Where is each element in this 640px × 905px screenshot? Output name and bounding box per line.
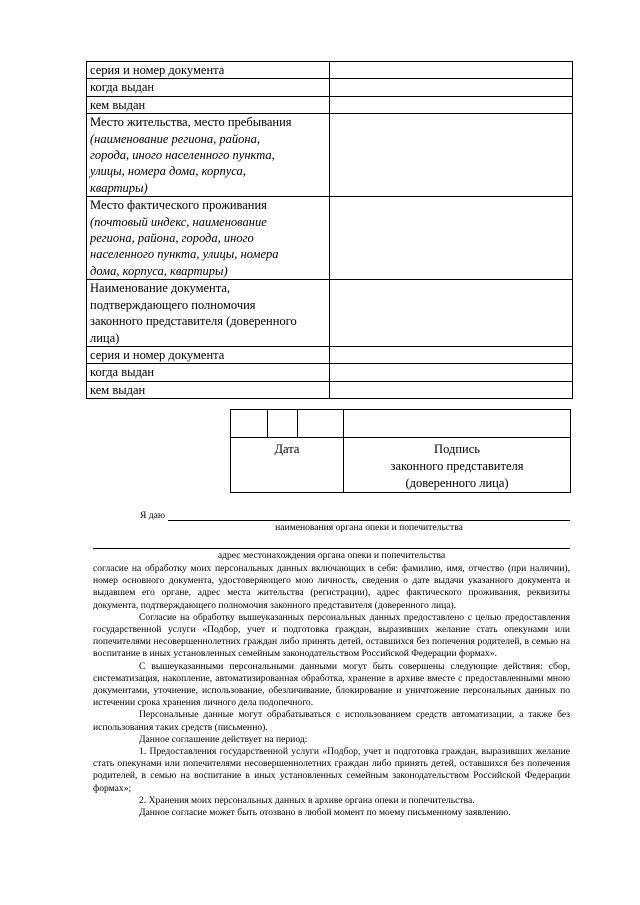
row-value-field[interactable] bbox=[330, 346, 573, 363]
organ-address-input[interactable] bbox=[93, 548, 570, 549]
table-row bbox=[87, 381, 573, 398]
organ-address-caption: адрес местонахождения органа опеки и попечительства bbox=[217, 550, 446, 561]
signature-caption-line: Подпись bbox=[434, 442, 480, 456]
row-hint: квартиры) bbox=[90, 180, 148, 195]
table-row bbox=[87, 62, 573, 79]
row-label: Место жительства, место пребывания bbox=[90, 115, 292, 130]
signature-caption-line: законного представителя bbox=[390, 459, 524, 473]
row-hint: (почтовый индекс, наименование bbox=[90, 214, 267, 229]
date-year-field[interactable] bbox=[298, 410, 344, 438]
table-row bbox=[87, 197, 573, 280]
representative-document-table bbox=[86, 61, 573, 399]
row-value-field[interactable] bbox=[330, 197, 573, 280]
row-label-block bbox=[87, 197, 330, 280]
organ-name-input[interactable] bbox=[168, 520, 570, 521]
row-label-block bbox=[87, 114, 330, 197]
row-label: кем выдан bbox=[87, 96, 330, 113]
consent-paragraph: С вышеуказанными персональными данными могут быть совершены следующие действия: сбор, систематизация, накопление, автоматизированная обработка, хранение в архиве вместе с предоставленными мною документами, уточнение, использование, обезличивание, блокирование и уничтожение персональных данных по истечении срока хранения личного дела подопечного. bbox=[93, 660, 570, 709]
signature-table bbox=[230, 409, 571, 493]
row-value-field[interactable] bbox=[330, 381, 573, 398]
table-row bbox=[87, 280, 573, 347]
signature-caption-line: (доверенного лица) bbox=[405, 476, 509, 490]
signature-entry-row bbox=[231, 410, 571, 438]
row-hint: улицы, номера дома, корпуса, bbox=[90, 164, 246, 179]
row-value-field[interactable] bbox=[330, 114, 573, 197]
row-value-field[interactable] bbox=[330, 62, 573, 79]
row-label: Наименование документа, bbox=[90, 281, 231, 296]
row-value-field[interactable] bbox=[330, 280, 573, 347]
row-hint: региона, района, города, иного bbox=[90, 231, 254, 246]
consent-text bbox=[93, 563, 570, 819]
table-row bbox=[87, 96, 573, 113]
row-hint: (наименование региона, района, bbox=[90, 131, 261, 146]
table-row bbox=[87, 364, 573, 381]
row-label-line: лица) bbox=[90, 330, 120, 345]
consent-paragraph: Данное согласие может быть отозвано в любой момент по моему письменному заявлению. bbox=[139, 807, 511, 819]
signature-field[interactable] bbox=[344, 410, 571, 438]
date-day-field[interactable] bbox=[231, 410, 268, 438]
row-hint: дома, корпуса, квартиры) bbox=[90, 263, 228, 278]
row-hint: города, иного населенного пункта, bbox=[90, 148, 275, 163]
signature-caption-row bbox=[231, 438, 571, 493]
table-row bbox=[87, 346, 573, 363]
row-hint: населенного пункта, улицы, номера bbox=[90, 247, 279, 262]
row-label-block bbox=[87, 280, 330, 347]
row-value-field[interactable] bbox=[330, 96, 573, 113]
consent-paragraph: согласие на обработку моих персональных данных включающих в себя: фамилию, имя, отчество (при наличии), номер основного документа, удостоверяющего мою личность, сведения о дате выдачи указанного документа и выдавшем его органе, адрес места жительства (регистрации), адрес фактического проживания, реквизиты документа, подтверждающего полномочия законного представителя (доверенного лица). bbox=[93, 563, 570, 611]
row-value-field[interactable] bbox=[330, 79, 573, 96]
row-label: когда выдан bbox=[87, 364, 330, 381]
row-label: серия и номер документа bbox=[87, 62, 330, 79]
row-label: серия и номер документа bbox=[87, 346, 330, 363]
consent-paragraph: Согласие на обработку вышеуказанных персональных данных предоставлено с целью предоставления государственной услуги «Подбор, учет и подготовка граждан, выразивших желание стать опекунами или попечителями несовершеннолетних граждан либо принять детей, оставшихся без попечения родителей, в семью на воспитание в иных установленных семейным законодательством Российской Федерации формах». bbox=[93, 611, 570, 660]
table-row bbox=[87, 79, 573, 96]
table-row bbox=[87, 114, 573, 197]
organ-name-caption: наименования органа опеки и попечительства bbox=[275, 522, 463, 533]
consent-paragraph: Данное соглашение действует на период: bbox=[139, 733, 308, 745]
row-label: когда выдан bbox=[87, 79, 330, 96]
date-label: Дата bbox=[231, 438, 344, 493]
date-month-field[interactable] bbox=[268, 410, 298, 438]
consent-paragraph: 1. Предоставления государственной услуги «Подбор, учет и подготовка граждан, выразивших желание стать опекунами или попечителями несовершеннолетних граждан либо принять детей, оставшихся без попечения родителей, в семью на воспитание в иных установленных семейным законодательством Российской Федерации формах»; bbox=[93, 746, 570, 794]
signature-caption bbox=[344, 438, 571, 493]
row-label: Место фактического проживания bbox=[90, 198, 267, 213]
row-label-line: подтверждающего полномочия bbox=[90, 297, 256, 312]
consent-paragraph: Персональные данные могут обрабатываться с использованием средств автоматизации, а также без использования таких средств (письменно). bbox=[93, 709, 570, 733]
row-label: кем выдан bbox=[87, 381, 330, 398]
row-label-line: законного представителя (доверенного bbox=[90, 314, 297, 329]
i-give-label: Я даю bbox=[140, 510, 166, 521]
row-value-field[interactable] bbox=[330, 364, 573, 381]
consent-paragraph: 2. Хранения моих персональных данных в архиве органа опеки и попечительства. bbox=[139, 794, 475, 806]
